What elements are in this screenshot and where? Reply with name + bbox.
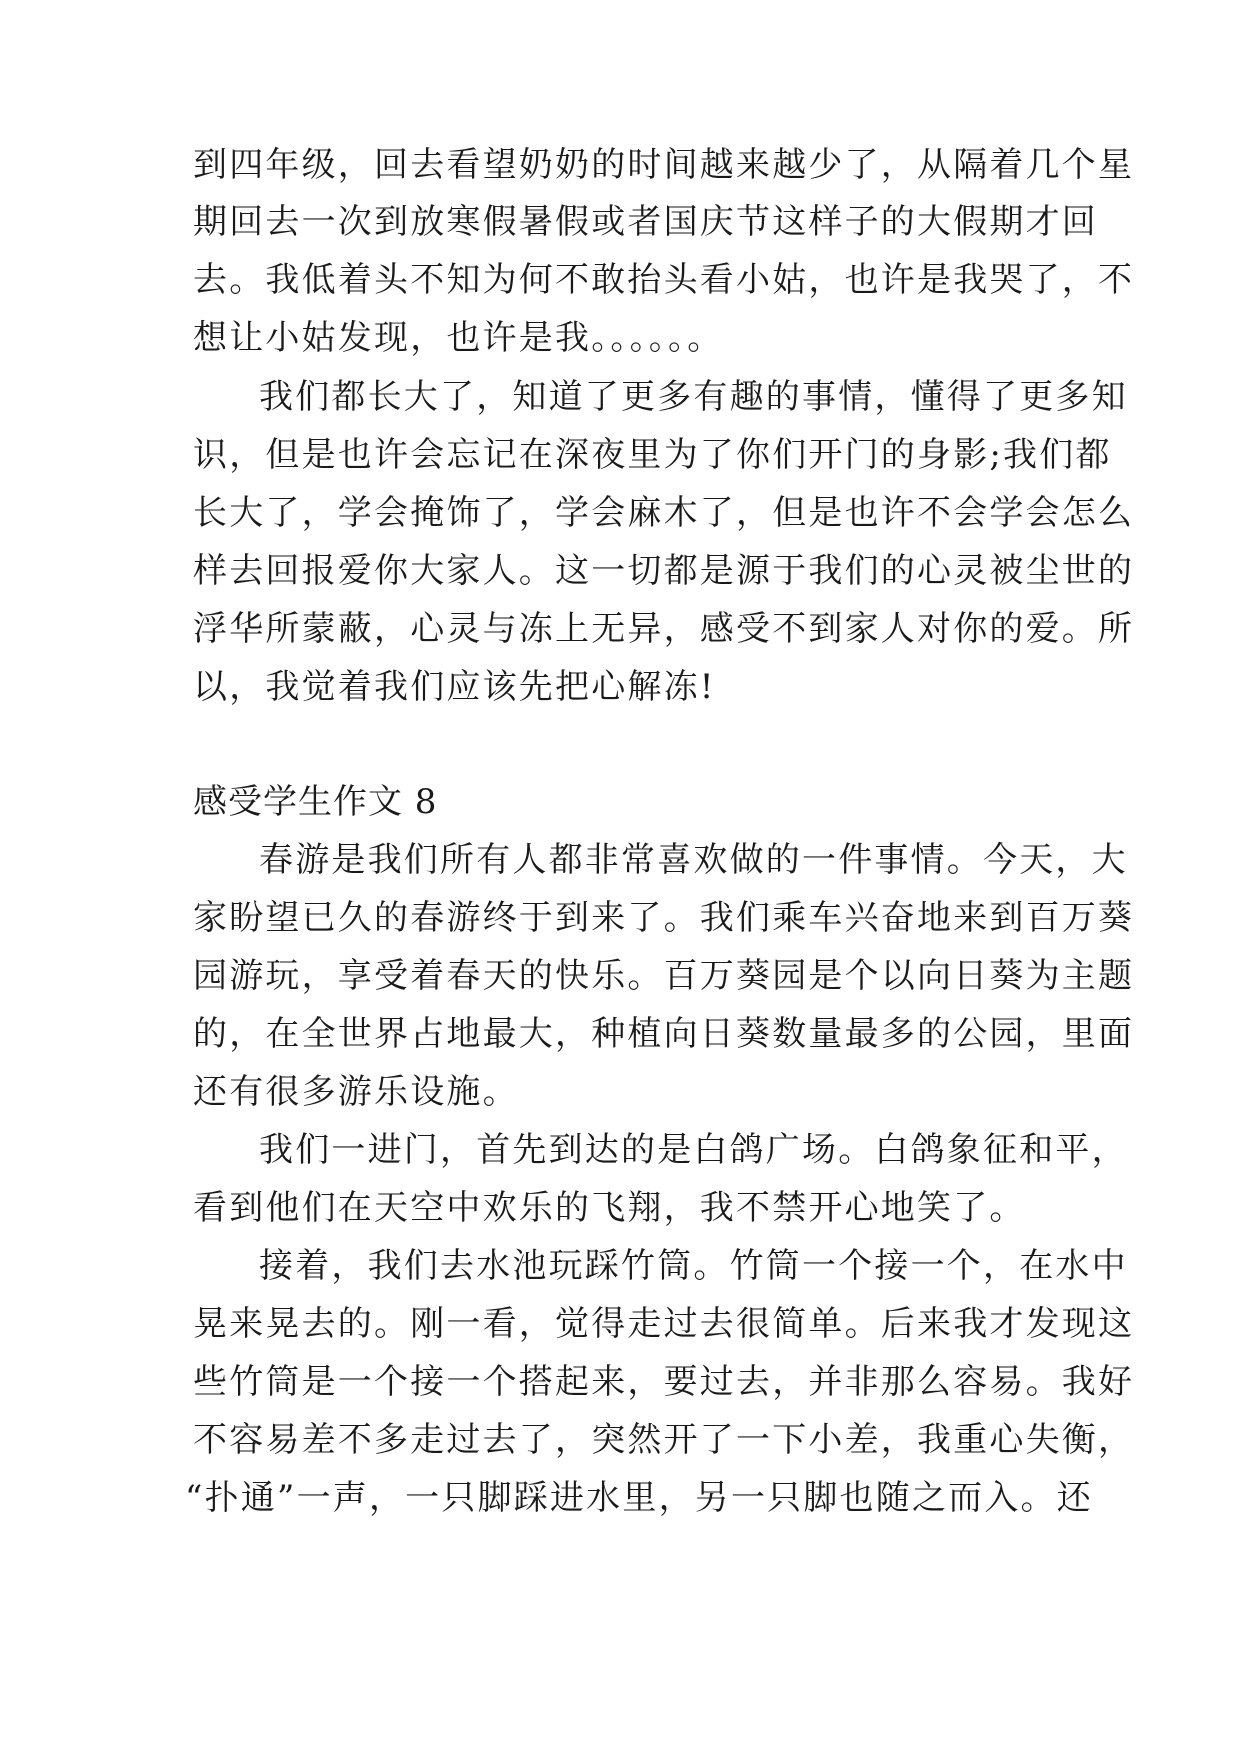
text-line: 以，我觉着我们应该先把心解冻! xyxy=(193,667,716,707)
text-line: 还有很多游乐设施。 xyxy=(193,1072,519,1112)
text-line: 长大了，学会掩饰了，学会麻木了，但是也许不会学会怎么 xyxy=(193,493,1135,533)
text-line: 我们都长大了，知道了更多有趣的事情，懂得了更多知 xyxy=(259,377,1128,417)
text-line: 园游玩，享受着春天的快乐。百万葵园是个以向日葵为主题 xyxy=(193,956,1135,996)
text-line: 些竹筒是一个接一个搭起来，要过去，并非那么容易。我好 xyxy=(193,1362,1135,1402)
text-line: 浮华所蒙蔽，心灵与冻上无异，感受不到家人对你的爱。所 xyxy=(193,609,1135,649)
text-line: 我们一进门，首先到达的是白鸽广场。白鸽象征和平， xyxy=(259,1130,1128,1170)
text-line: 识，但是也许会忘记在深夜里为了你们开门的身影;我们都 xyxy=(193,435,1112,475)
text-line: 看到他们在天空中欢乐的飞翔，我不禁开心地笑了。 xyxy=(193,1188,1026,1228)
text-line: 接着，我们去水池玩踩竹筒。竹筒一个接一个，在水中 xyxy=(259,1246,1128,1286)
text-line: 家盼望已久的春游终于到来了。我们乘车兴奋地来到百万葵 xyxy=(193,898,1135,938)
text-line: 晃来晃去的。刚一看，觉得走过去很简单。后来我才发现这 xyxy=(193,1304,1135,1344)
text-line: 春游是我们所有人都非常喜欢做的一件事情。今天，大 xyxy=(259,840,1128,880)
text-line: 样去回报爱你大家人。这一切都是源于我们的心灵被尘世的 xyxy=(193,551,1135,591)
text-line: 期回去一次到放寒假暑假或者国庆节这样子的大假期才回 xyxy=(193,202,1098,242)
text-line: 去。我低着头不知为何不敢抬头看小姑，也许是我哭了，不 xyxy=(193,260,1135,300)
text-line: 想让小姑发现，也许是我。。。。。。 xyxy=(193,318,724,358)
text-line: 的，在全世界占地最大，种植向日葵数量最多的公园，里面 xyxy=(193,1014,1135,1054)
text-line: “扑通”一声，一只脚踩进水里，另一只脚也随之而入。还 xyxy=(185,1478,1093,1518)
section-heading: 感受学生作文 8 xyxy=(193,782,438,822)
text-line: 到四年级，回去看望奶奶的时间越来越少了，从隔着几个星 xyxy=(193,145,1135,185)
text-line: 不容易差不多走过去了，突然开了一下小差，我重心失衡， xyxy=(193,1420,1135,1460)
